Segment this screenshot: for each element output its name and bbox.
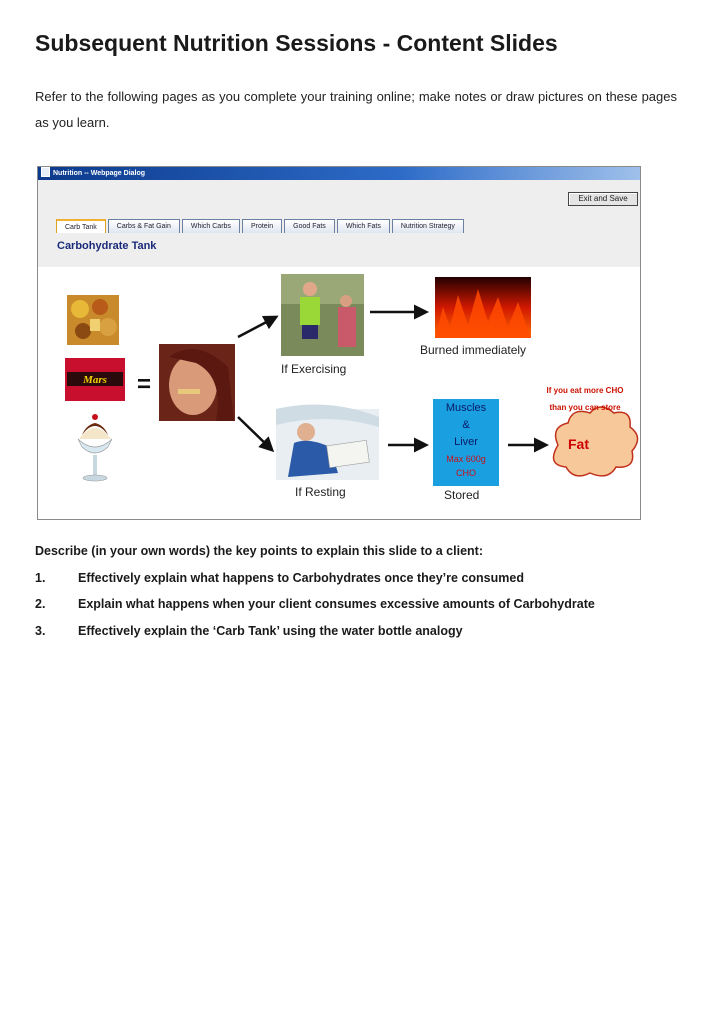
dialog-titlebar — [38, 167, 640, 180]
page-title: Subsequent Nutrition Sessions - Content Slides — [35, 30, 558, 56]
tab-bar — [56, 219, 466, 233]
tab-carb-tank[interactable]: Carb Tank — [56, 219, 106, 233]
excess-note-line2: than you can store — [549, 403, 621, 412]
if-exercising-label: If Exercising — [281, 362, 347, 376]
tab-good-fats[interactable]: Good Fats — [284, 219, 335, 233]
list-item-number: 1. — [35, 571, 46, 585]
tab-nutrition-strategy[interactable]: Nutrition Strategy — [392, 219, 464, 233]
exit-and-save-button[interactable]: Exit and Save — [568, 192, 638, 206]
if-resting-label: If Resting — [295, 485, 346, 499]
excess-cho-note — [540, 382, 630, 416]
chocolate-bar-brand: Mars — [83, 374, 107, 386]
slide-title: Carbohydrate Tank — [57, 240, 157, 252]
burned-immediately-label: Burned immediately — [420, 343, 527, 357]
tab-carbs-fat-gain[interactable]: Carbs & Fat Gain — [108, 219, 180, 233]
dialog-window-title: Nutrition -- Webpage Dialog — [53, 170, 146, 177]
fat-cloud-icon — [554, 407, 638, 476]
arrow-icon — [238, 417, 272, 450]
muscles-liver-store — [433, 399, 499, 486]
list-item — [35, 571, 524, 585]
equals-sign: = — [136, 371, 152, 398]
tab-protein[interactable]: Protein — [242, 219, 282, 233]
store-max: Max 600g — [446, 454, 486, 464]
chocolate-bar-icon — [65, 358, 125, 401]
list-item-number: 2. — [35, 597, 46, 611]
fat-label: Fat — [568, 436, 589, 452]
fire-photo — [435, 277, 531, 338]
sundae-icon — [78, 414, 112, 481]
list-item — [35, 624, 463, 638]
food-picture-icon — [67, 295, 119, 345]
list-item-text: Effectively explain what happens to Carbohydrates once they’re consumed — [78, 571, 524, 585]
store-muscles: Muscles — [445, 402, 487, 414]
dialog-screenshot — [37, 166, 641, 520]
tab-which-carbs[interactable]: Which Carbs — [182, 219, 240, 233]
store-amp: & — [462, 419, 470, 431]
list-item-number: 3. — [35, 624, 46, 638]
arrow-icon — [238, 317, 276, 337]
excess-note-line1: If you eat more CHO — [546, 386, 624, 395]
instructions-heading: Describe (in your own words) the key points to explain this slide to a client: — [35, 544, 483, 558]
list-item — [35, 597, 595, 611]
intro-text: Refer to the following pages as you complete your training online; make notes or draw pictures on these pages as you learn. — [35, 89, 677, 130]
list-item-text: Explain what happens when your client consumes excessive amounts of Carbohydrate — [78, 597, 595, 611]
tab-which-fats[interactable]: Which Fats — [337, 219, 390, 233]
eating-person-photo — [159, 344, 235, 421]
window-icon — [41, 167, 50, 177]
store-liver: Liver — [454, 436, 478, 448]
list-item-text: Effectively explain the ‘Carb Tank’ using the water bottle analogy — [78, 624, 463, 638]
runner-photo — [281, 274, 364, 356]
store-cho: CHO — [456, 468, 476, 478]
resting-person-photo — [276, 405, 379, 481]
stored-label: Stored — [444, 488, 480, 502]
